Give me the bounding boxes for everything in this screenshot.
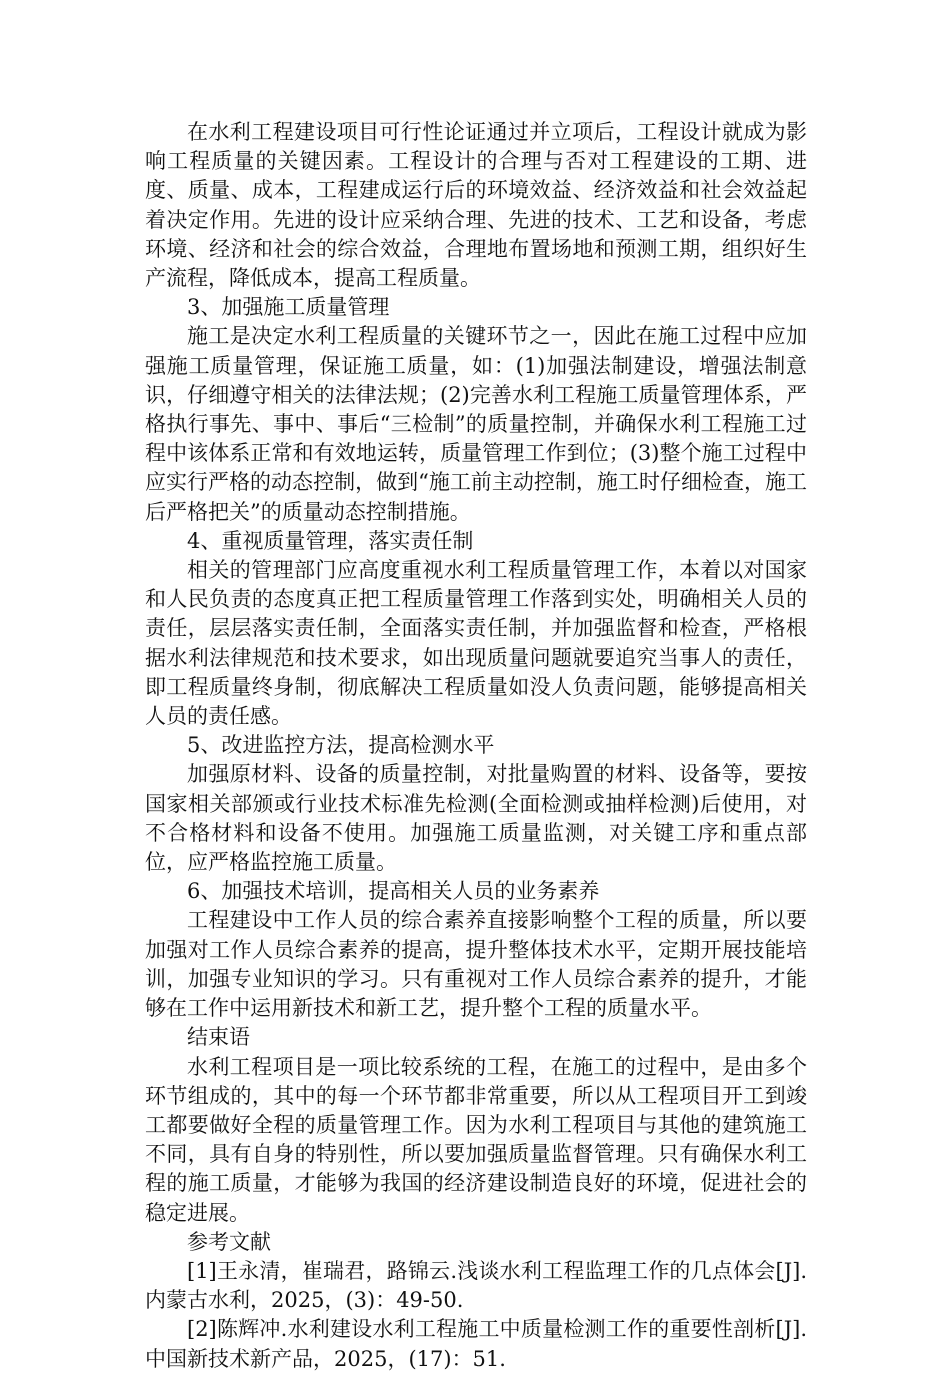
- paragraph-conclusion: 水利工程项目是一项比较系统的工程，在施工的过程中，是由多个环节组成的，其中的每一个环节都非常重要，所以从工程项目开工到竣工都要做好全程的质量管理工作。因为水利工程项目与其他的建筑施工不同，具有自身的特别性，所以要加强质量监督管理。只有确保水利工程的施工质量，才能够为我国的经济建设制造良好的环境，促进社会的稳定进展。: [145, 1054, 807, 1225]
- reference-item-2: [2]陈辉冲.水利建设水利工程施工中质量检测工作的重要性剖析[J].中国新技术新产品，2025，(17)：51.: [145, 1317, 807, 1371]
- heading-training: 6、加强技术培训，提高相关人员的业务素养: [187, 879, 600, 904]
- heading-responsibility: 4、重视质量管理，落实责任制: [187, 528, 474, 553]
- heading-construction-quality: 3、加强施工质量管理: [187, 295, 390, 320]
- paragraph-construction-quality: 施工是决定水利工程质量的关键环节之一，因此在施工过程中应加强施工质量管理，保证施工质量，如：(1)加强法制建设，增强法制意识，仔细遵守相关的法律法规；(2)完善水利工程施工质量管理体系，严格执行事先、事中、事后“三检制”的质量控制，并确保水利工程施工过程中该体系正常和有效地运转，质量管理工作到位；(3)整个施工过程中应实行严格的动态控制，做到“施工前主动控制，施工时仔细检查，施工后严格把关”的质量动态控制措施。: [145, 324, 807, 524]
- heading-conclusion: 结束语: [187, 1025, 250, 1050]
- paragraph-training: 工程建设中工作人员的综合素养直接影响整个工程的质量，所以要加强对工作人员综合素养的提高，提升整体技术水平，定期开展技能培训，加强专业知识的学习。只有重视对工作人员综合素养的提升，才能够在工作中运用新技术和新工艺，提升整个工程的质量水平。: [145, 908, 807, 1021]
- document-body: [145, 118, 807, 1374]
- heading-monitoring: 5、改进监控方法，提高检测水平: [187, 733, 495, 758]
- reference-item-1: [1]王永清，崔瑞君，路锦云.浅谈水利工程监理工作的几点体会[J].内蒙古水利，2025，(3)：49-50.: [145, 1258, 807, 1313]
- heading-references: 参考文献: [187, 1229, 271, 1254]
- paragraph-design-quality: 在水利工程建设项目可行性论证通过并立项后，工程设计就成为影响工程质量的关键因素。工程设计的合理与否对工程建设的工期、进度、质量、成本，工程建成运行后的环境效益、经济效益和社会效益起着决定作用。先进的设计应采纳合理、先进的技术、工艺和设备，考虑环境、经济和社会的综合效益，合理地布置场地和预测工期，组织好生产流程，降低成本，提高工程质量。: [145, 120, 807, 291]
- paragraph-responsibility: 相关的管理部门应高度重视水利工程质量管理工作，本着以对国家和人民负责的态度真正把工程质量管理工作落到实处，明确相关人员的责任，层层落实责任制，全面落实责任制，并加强监督和检查，严格根据水利法律规范和技术要求，如出现质量问题就要追究当事人的责任，即工程质量终身制，彻底解决工程质量如没人负责问题，能够提高相关人员的责任感。: [145, 558, 807, 729]
- paragraph-monitoring: 加强原材料、设备的质量控制，对批量购置的材料、设备等，要按国家相关部颁或行业技术标准先检测(全面检测或抽样检测)后使用，对不合格材料和设备不使用。加强施工质量监测，对关键工序和重点部位，应严格监控施工质量。: [145, 762, 807, 875]
